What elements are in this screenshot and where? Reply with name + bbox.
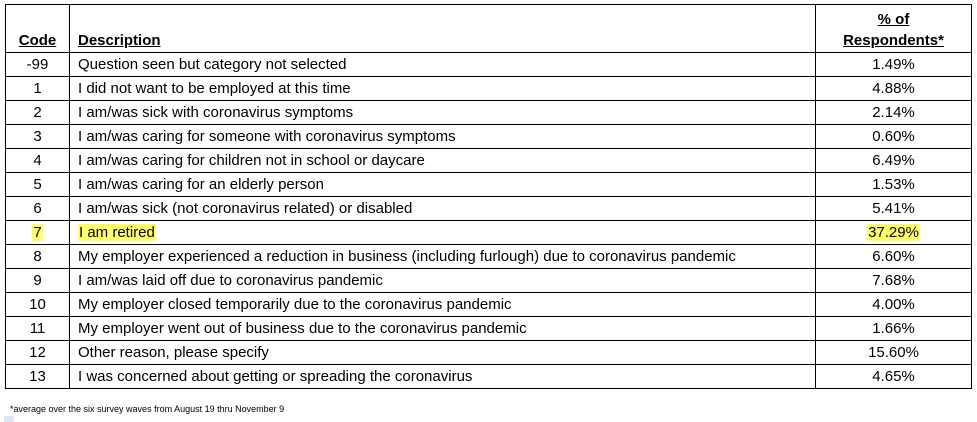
row-code: 1 bbox=[6, 77, 70, 101]
row-description: I am/was caring for an elderly person bbox=[70, 173, 816, 197]
table-row bbox=[6, 173, 972, 197]
highlighted-percent: 37.29% bbox=[868, 224, 919, 241]
row-code: 8 bbox=[6, 245, 70, 269]
row-percent: 6.60% bbox=[816, 245, 972, 269]
row-percent: 15.60% bbox=[816, 341, 972, 365]
table-row bbox=[6, 197, 972, 221]
row-code: 4 bbox=[6, 149, 70, 173]
table-row bbox=[6, 365, 972, 389]
row-code: 12 bbox=[6, 341, 70, 365]
respondents-table-container bbox=[5, 4, 972, 389]
row-code: 10 bbox=[6, 293, 70, 317]
row-percent: 1.49% bbox=[816, 53, 972, 77]
row-description: I did not want to be employed at this time bbox=[70, 77, 816, 101]
row-description: My employer experienced a reduction in business (including furlough) due to coronavirus pandemic bbox=[70, 245, 816, 269]
row-code: 6 bbox=[6, 197, 70, 221]
row-percent: 1.53% bbox=[816, 173, 972, 197]
row-percent: 5.41% bbox=[816, 197, 972, 221]
table-row bbox=[6, 77, 972, 101]
row-code bbox=[6, 221, 70, 245]
row-description: I am/was laid off due to coronavirus pandemic bbox=[70, 269, 816, 293]
row-description: Other reason, please specify bbox=[70, 341, 816, 365]
row-description: I am/was caring for children not in school or daycare bbox=[70, 149, 816, 173]
header-percent-line2: Respondents* bbox=[843, 32, 944, 49]
row-description: My employer closed temporarily due to the coronavirus pandemic bbox=[70, 293, 816, 317]
highlighted-code: 7 bbox=[33, 224, 42, 241]
row-code: 9 bbox=[6, 269, 70, 293]
row-percent: 7.68% bbox=[816, 269, 972, 293]
row-code: 2 bbox=[6, 101, 70, 125]
footnote: *average over the six survey waves from August 19 thru November 9 bbox=[10, 404, 285, 414]
table-row bbox=[6, 125, 972, 149]
table-row bbox=[6, 149, 972, 173]
row-percent bbox=[816, 221, 972, 245]
row-percent: 4.00% bbox=[816, 293, 972, 317]
row-description: I am/was sick with coronavirus symptoms bbox=[70, 101, 816, 125]
row-percent: 6.49% bbox=[816, 149, 972, 173]
row-description: My employer went out of business due to the coronavirus pandemic bbox=[70, 317, 816, 341]
header-description: Description bbox=[70, 5, 816, 53]
row-description: I am/was sick (not coronavirus related) or disabled bbox=[70, 197, 816, 221]
row-percent: 2.14% bbox=[816, 101, 972, 125]
row-description bbox=[70, 221, 816, 245]
row-code: 5 bbox=[6, 173, 70, 197]
corner-mark bbox=[4, 416, 14, 422]
row-description: I am/was caring for someone with coronavirus symptoms bbox=[70, 125, 816, 149]
header-percent-respondents bbox=[816, 5, 972, 53]
table-row bbox=[6, 245, 972, 269]
row-percent: 4.88% bbox=[816, 77, 972, 101]
table-row bbox=[6, 341, 972, 365]
header-code: Code bbox=[6, 5, 70, 53]
table-row bbox=[6, 269, 972, 293]
table-row bbox=[6, 293, 972, 317]
table-row bbox=[6, 101, 972, 125]
row-code: 3 bbox=[6, 125, 70, 149]
table-row bbox=[6, 317, 972, 341]
row-code: 11 bbox=[6, 317, 70, 341]
table-header-row bbox=[6, 5, 972, 53]
row-description: Question seen but category not selected bbox=[70, 53, 816, 77]
row-percent: 1.66% bbox=[816, 317, 972, 341]
row-percent: 4.65% bbox=[816, 365, 972, 389]
header-percent-line1: % of bbox=[877, 11, 910, 28]
row-code: 13 bbox=[6, 365, 70, 389]
highlighted-description: I am retired bbox=[79, 224, 155, 241]
table-row-highlighted bbox=[6, 221, 972, 245]
row-code: -99 bbox=[6, 53, 70, 77]
table-row bbox=[6, 53, 972, 77]
respondents-table bbox=[5, 4, 972, 389]
row-description: I was concerned about getting or spreading the coronavirus bbox=[70, 365, 816, 389]
row-percent: 0.60% bbox=[816, 125, 972, 149]
